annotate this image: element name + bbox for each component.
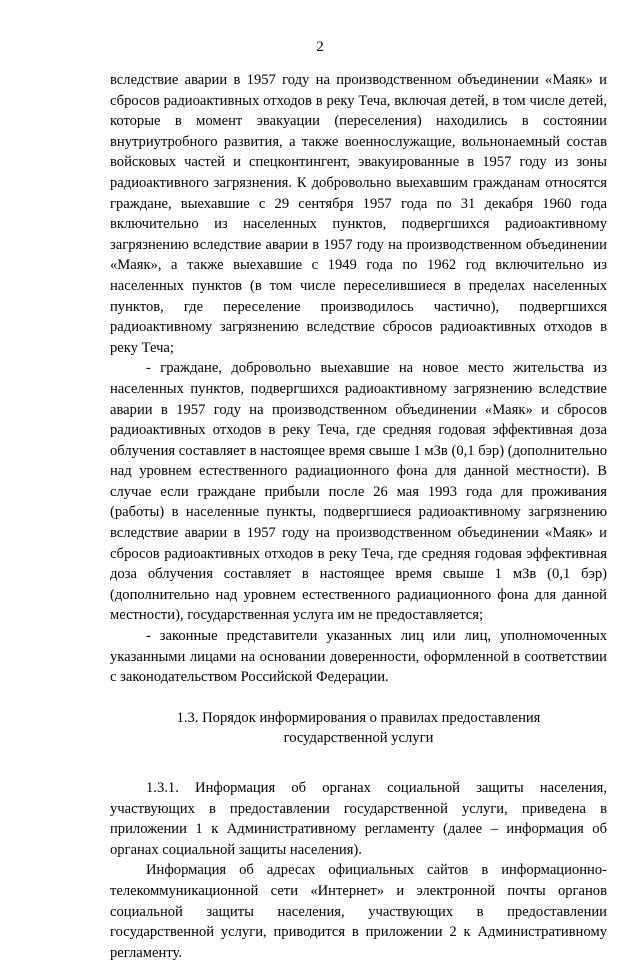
section-heading-line-2: государственной услуги <box>283 730 434 747</box>
page-number: 2 <box>316 39 324 55</box>
document-body <box>110 70 607 963</box>
paragraph-voluntary-resettlers: - граждане, добровольно выехавшие на новое место жительства из населенных пунктов, подвергшихся радиоактивному загрязнению вследствие аварии в 1957 году на производственном объединении «Маяк» и сбросов радиоактивных отходов в реку Теча, где средняя годовая эффективная доза облучения составляет в настоящее время свыше 1 мЗв (0,1 бэр) (дополнительно над уровнем естественного радиационного фона для данной местности). В случае если граждане прибыли после 26 мая 1993 года для проживания (работы) в населенные пункты, подвергшиеся радиоактивному загрязнению вследствие аварии в 1957 году на производственном объединении «Маяк» и сбросов радиоактивных отходов в реку Теча, где средняя годовая эффективная доза облучения составляет в настоящее время свыше 1 мЗв (0,1 бэр) (дополнительно над уровнем естественного радиационного фона для данной местности), государственная услуга им не предоставляется; <box>110 360 608 624</box>
section-heading-line-1: 1.3. Порядок информирования о правилах предоставления <box>176 709 541 726</box>
paragraph-official-sites: Информация об адресах официальных сайтов в информационно-телекоммуникационной сети «Интернет» и электронной почты органов социальной защиты населения, участвующих в предоставлении государственной услуги, приводится в приложении 2 к Административному регламенту. <box>110 862 607 961</box>
paragraph-1-3-1: 1.3.1. Информация об органах социальной защиты населения, участвующих в предоставлении государственной услуги, приведена в приложении 1 к Административному регламенту (далее – информация об органах социальной защиты населения). <box>110 780 607 858</box>
section-spacer <box>110 765 607 778</box>
paragraph-legal-representatives: - законные представители указанных лиц или лиц, уполномоченных указанными лицами на основании доверенности, оформленной в соответствии с законодательством Российской Федерации. <box>110 628 607 686</box>
section-heading <box>110 708 607 749</box>
paragraph-continuation: вследствие аварии в 1957 году на производственном объединении «Маяк» и сбросов радиоактивных отходов в реку Теча, включая детей, в том числе детей, которые в момент эвакуации (переселения) находились в состоянии внутриутробного развития, а также военнослужащие, вольнонаемный состав войсковых частей и спецконтингент, эвакуированные в 1957 году из зоны радиоактивного загрязнения. К добровольно выехавшим гражданам относятся граждане, выехавшие с 29 сентября 1957 года по 31 декабря 1960 года включительно из населенных пунктов, подвергшихся радиоактивному загрязнению вследствие аварии в 1957 году на производственном объединении «Маяк», а также выехавшие с 1949 года по 1962 год включительно из населенных пунктов (в том числе переселившиеся в пределах населенных пунктов, где переселение производилось частично), подвергшихся радиоактивному загрязнению вследствие сбросов радиоактивных отходов в реку Теча; <box>110 72 607 356</box>
